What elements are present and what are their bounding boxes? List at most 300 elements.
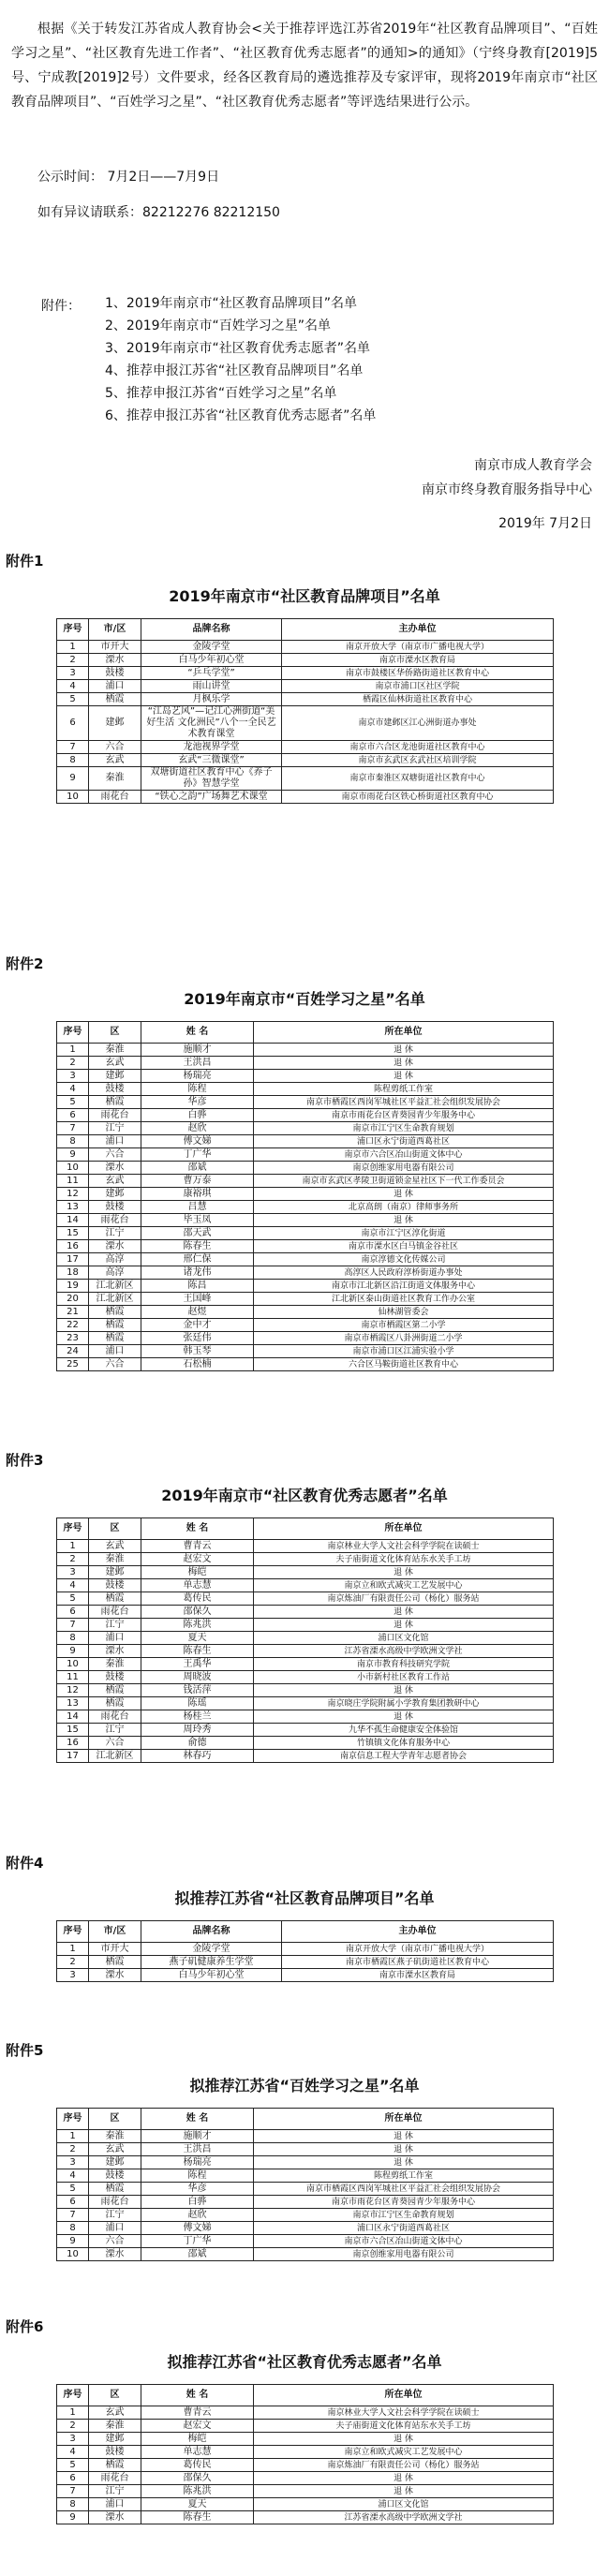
table-cell: 2 bbox=[57, 2420, 89, 2433]
table-cell: 施顺才 bbox=[141, 1044, 254, 1057]
table-cell: 南京市教育科技研究学院 bbox=[254, 1658, 554, 1671]
table-cell: 南京市江北新区沿江街道文体服务中心 bbox=[254, 1280, 554, 1293]
table-cell: 王禹华 bbox=[141, 1658, 254, 1671]
table-cell: 栖霞 bbox=[89, 1592, 141, 1606]
table-cell: 南京市溧水区教育局 bbox=[282, 1969, 554, 1982]
table-cell: 南京市六合区冶山街道文体中心 bbox=[254, 1148, 554, 1162]
section-label: 附件4 bbox=[6, 1855, 44, 1872]
table-cell: 浦口 bbox=[89, 1135, 141, 1148]
table-cell: 华彦 bbox=[141, 1096, 254, 1109]
table-cell: 8 bbox=[57, 2498, 89, 2511]
table-cell: 16 bbox=[57, 1737, 89, 1750]
attachment-item: 1、2019年南京市“社区教育品牌项目”名单 bbox=[105, 296, 358, 311]
table-cell: 玄武 bbox=[89, 2406, 141, 2420]
table-cell: 8 bbox=[57, 1135, 89, 1148]
table-cell: 南京炼油厂有限责任公司（杨化）服务站 bbox=[254, 2459, 554, 2472]
table-row bbox=[57, 2222, 554, 2235]
table-cell: 南京林业大学人文社会科学学院在读硕士 bbox=[254, 1540, 554, 1553]
column-header: 区 bbox=[89, 1518, 141, 1540]
table-cell: 19 bbox=[57, 1280, 89, 1293]
attachments-list bbox=[105, 292, 376, 427]
column-header: 姓 名 bbox=[141, 1022, 254, 1044]
table-header-row bbox=[57, 1921, 554, 1943]
table-cell: 退 休 bbox=[254, 2143, 554, 2156]
table-cell: 赵宏文 bbox=[141, 1553, 254, 1566]
section-title: 2019年南京市“社区教育品牌项目”名单 bbox=[169, 587, 440, 605]
column-header: 序号 bbox=[57, 2385, 89, 2406]
table-cell: 9 bbox=[57, 1645, 89, 1658]
table-row bbox=[57, 680, 554, 693]
table-row bbox=[57, 1606, 554, 1619]
section-table bbox=[56, 618, 554, 804]
table-cell: 玄武 bbox=[89, 2143, 141, 2156]
column-header: 序号 bbox=[57, 1518, 89, 1540]
table-cell: 高淳区人民政府淳桥街道办事处 bbox=[254, 1266, 554, 1280]
column-header: 区 bbox=[89, 2109, 141, 2130]
table-cell: 7 bbox=[57, 741, 89, 754]
table-row bbox=[57, 2169, 554, 2183]
table-cell: 邵保久 bbox=[141, 1606, 254, 1619]
table-cell: 南京市雨花台区青葵园青少年服务中心 bbox=[254, 2196, 554, 2209]
table-row bbox=[57, 1148, 554, 1162]
table-row bbox=[57, 1553, 554, 1566]
table-cell: 退 休 bbox=[254, 1214, 554, 1227]
table-cell: 金陵学堂 bbox=[141, 641, 282, 654]
table-cell: 南京信息工程大学青年志愿者协会 bbox=[254, 1750, 554, 1763]
table-row bbox=[57, 2433, 554, 2446]
table-cell: 退 休 bbox=[254, 1606, 554, 1619]
attachments-label: 附件： bbox=[41, 299, 81, 314]
table-row bbox=[57, 1724, 554, 1737]
table-cell: 石松楠 bbox=[141, 1358, 254, 1371]
table-cell: 南京立和欧式减灾工艺发展中心 bbox=[254, 1579, 554, 1592]
table-cell: 13 bbox=[57, 1697, 89, 1710]
table-cell: 单志慧 bbox=[141, 1579, 254, 1592]
section-label: 附件3 bbox=[6, 1452, 44, 1469]
table-cell: 11 bbox=[57, 1671, 89, 1684]
table-cell: 浦口 bbox=[89, 2222, 141, 2235]
table-cell: 浦口区文化馆 bbox=[254, 2498, 554, 2511]
attachment-item: 4、推荐申报江苏省“社区教育品牌项目”名单 bbox=[105, 363, 364, 378]
table-cell: 15 bbox=[57, 1724, 89, 1737]
table-cell: 南京市溧水区教育局 bbox=[282, 654, 554, 667]
table-cell: 秦淮 bbox=[89, 1044, 141, 1057]
table-row bbox=[57, 1135, 554, 1148]
table-cell: 3 bbox=[57, 1969, 89, 1982]
table-cell: 陈瑶 bbox=[141, 1697, 254, 1710]
section-table bbox=[56, 2384, 554, 2524]
table-row bbox=[57, 1057, 554, 1070]
table-cell: 退 休 bbox=[254, 2156, 554, 2169]
table-row bbox=[57, 706, 554, 741]
table-cell: 雨花台 bbox=[89, 1710, 141, 1724]
table-cell: 1 bbox=[57, 2130, 89, 2143]
table-cell: 5 bbox=[57, 1592, 89, 1606]
table-cell: 1 bbox=[57, 641, 89, 654]
column-header: 区 bbox=[89, 1022, 141, 1044]
table-cell: 溧水 bbox=[89, 654, 141, 667]
table-cell: 25 bbox=[57, 1358, 89, 1371]
table-cell: 南京市栖霞区西岗军城社区平益汇社会组织发展协会 bbox=[254, 2183, 554, 2196]
table-row bbox=[57, 2143, 554, 2156]
table-row bbox=[57, 1671, 554, 1684]
table-cell: 南京开放大学（南京市广播电视大学） bbox=[282, 641, 554, 654]
table-cell: 8 bbox=[57, 754, 89, 767]
table-cell: 7 bbox=[57, 1619, 89, 1632]
table-row bbox=[57, 1280, 554, 1293]
table-cell: 丁广华 bbox=[141, 1148, 254, 1162]
table-cell: 陈兆洪 bbox=[141, 2485, 254, 2498]
table-row bbox=[57, 1566, 554, 1579]
table-cell: 1 bbox=[57, 1044, 89, 1057]
table-cell: 施顺才 bbox=[141, 2130, 254, 2143]
table-cell: 退 休 bbox=[254, 1566, 554, 1579]
table-cell: 六合 bbox=[89, 741, 141, 754]
table-row bbox=[57, 2406, 554, 2420]
table-row bbox=[57, 2446, 554, 2459]
table-cell: 8 bbox=[57, 1632, 89, 1645]
table-cell: 雨花台 bbox=[89, 1109, 141, 1122]
table-row bbox=[57, 767, 554, 791]
table-cell: 雨山讲堂 bbox=[141, 680, 282, 693]
table-cell: 12 bbox=[57, 1188, 89, 1201]
table-cell: 1 bbox=[57, 1943, 89, 1956]
table-cell: 栖霞 bbox=[89, 1332, 141, 1345]
table-cell: “铁心之韵”广场舞艺术课堂 bbox=[141, 791, 282, 804]
table-cell: 11 bbox=[57, 1175, 89, 1188]
table-cell: 21 bbox=[57, 1306, 89, 1319]
table-cell: 10 bbox=[57, 1162, 89, 1175]
table-row bbox=[57, 1044, 554, 1057]
table-cell: 溧水 bbox=[89, 1645, 141, 1658]
table-cell: 陈春生 bbox=[141, 1240, 254, 1253]
table-cell: 3 bbox=[57, 667, 89, 680]
table-cell: 栖霞 bbox=[89, 1306, 141, 1319]
table-cell: 王国峰 bbox=[141, 1293, 254, 1306]
table-row bbox=[57, 2209, 554, 2222]
table-row bbox=[57, 1227, 554, 1240]
table-cell: 秦淮 bbox=[89, 2130, 141, 2143]
table-cell: 4 bbox=[57, 1083, 89, 1096]
table-cell: 退 休 bbox=[254, 1684, 554, 1697]
table-cell: 南京市栖霞区八卦洲街道二小学 bbox=[254, 1332, 554, 1345]
table-cell: 傅文娣 bbox=[141, 2222, 254, 2235]
table-cell: 退 休 bbox=[254, 2130, 554, 2143]
table-cell: 九华不孤生命健康安全体验馆 bbox=[254, 1724, 554, 1737]
table-cell: 杨瑞亮 bbox=[141, 2156, 254, 2169]
column-header: 品牌名称 bbox=[141, 619, 282, 641]
column-header: 市/区 bbox=[89, 619, 141, 641]
table-cell: 秦淮 bbox=[89, 2420, 141, 2433]
table-row bbox=[57, 1658, 554, 1671]
column-header: 所在单位 bbox=[254, 1518, 554, 1540]
table-cell: 六合 bbox=[89, 2235, 141, 2248]
table-cell: 南京市六合区龙池街道社区教育中心 bbox=[282, 741, 554, 754]
table-cell: 14 bbox=[57, 1710, 89, 1724]
table-cell: 邵斌 bbox=[141, 1162, 254, 1175]
table-cell: 22 bbox=[57, 1319, 89, 1332]
table-row bbox=[57, 1319, 554, 1332]
table-cell: 退 休 bbox=[254, 2472, 554, 2485]
table-cell: 栖霞 bbox=[89, 2459, 141, 2472]
table-cell: 浦口区永宁街道西葛社区 bbox=[254, 2222, 554, 2235]
table-row bbox=[57, 2183, 554, 2196]
table-row bbox=[57, 1162, 554, 1175]
table-cell: 陈程 bbox=[141, 1083, 254, 1096]
table-cell: 邢仁保 bbox=[141, 1253, 254, 1266]
table-row bbox=[57, 2485, 554, 2498]
table-cell: 12 bbox=[57, 1684, 89, 1697]
table-header-row bbox=[57, 2385, 554, 2406]
table-cell: 曹青云 bbox=[141, 1540, 254, 1553]
table-cell: 江宁 bbox=[89, 1619, 141, 1632]
table-cell: 3 bbox=[57, 1070, 89, 1083]
table-cell: 北京高朗（南京）律师事务所 bbox=[254, 1201, 554, 1214]
table-row bbox=[57, 1188, 554, 1201]
table-row bbox=[57, 1943, 554, 1956]
table-cell: 6 bbox=[57, 706, 89, 741]
table-row bbox=[57, 1632, 554, 1645]
table-cell: 溧水 bbox=[89, 2248, 141, 2261]
table-row bbox=[57, 1122, 554, 1135]
table-cell: 5 bbox=[57, 693, 89, 706]
table-cell: 傅文娣 bbox=[141, 1135, 254, 1148]
table-cell: 南京市溧水区白马镇金谷社区 bbox=[254, 1240, 554, 1253]
table-row bbox=[57, 1540, 554, 1553]
table-cell: 白马少年初心堂 bbox=[141, 1969, 282, 1982]
table-cell: 南京市浦口区社区学院 bbox=[282, 680, 554, 693]
table-cell: 栖霞 bbox=[89, 1319, 141, 1332]
table-row bbox=[57, 2156, 554, 2169]
table-row bbox=[57, 1109, 554, 1122]
column-header: 姓 名 bbox=[141, 2109, 254, 2130]
attachment-item: 2、2019年南京市“百姓学习之星”名单 bbox=[105, 318, 332, 333]
table-cell: 高淳 bbox=[89, 1266, 141, 1280]
table-cell: 南京市栖霞区燕子矶街道社区教育中心 bbox=[282, 1956, 554, 1969]
table-cell: 退 休 bbox=[254, 2485, 554, 2498]
table-cell: 3 bbox=[57, 2156, 89, 2169]
table-cell: 1 bbox=[57, 2406, 89, 2420]
table-cell: 邵保久 bbox=[141, 2472, 254, 2485]
table-cell: 葛传民 bbox=[141, 2459, 254, 2472]
table-cell: 建邺 bbox=[89, 706, 141, 741]
table-cell: 建邺 bbox=[89, 1188, 141, 1201]
table-cell: 赵煜 bbox=[141, 1306, 254, 1319]
table-cell: 南京市雨花台区铁心桥街道社区教育中心 bbox=[282, 791, 554, 804]
table-row bbox=[57, 1684, 554, 1697]
table-cell: 7 bbox=[57, 2485, 89, 2498]
table-cell: 6 bbox=[57, 1606, 89, 1619]
table-cell: 秦淮 bbox=[89, 1658, 141, 1671]
table-cell: 4 bbox=[57, 680, 89, 693]
table-cell: 陈兆洪 bbox=[141, 1619, 254, 1632]
table-cell: 5 bbox=[57, 1096, 89, 1109]
table-cell: 鼓楼 bbox=[89, 2169, 141, 2183]
table-row bbox=[57, 754, 554, 767]
table-cell: 燕子矶健康养生学堂 bbox=[141, 1956, 282, 1969]
table-cell: 高淳 bbox=[89, 1253, 141, 1266]
table-cell: 双塘街道社区教育中心《养子孙》智慧学堂 bbox=[141, 767, 282, 791]
table-cell: 浦口 bbox=[89, 1345, 141, 1358]
table-cell: 退 休 bbox=[254, 1188, 554, 1201]
table-cell: 市开大 bbox=[89, 1943, 141, 1956]
table-cell: 江宁 bbox=[89, 1724, 141, 1737]
column-header: 姓 名 bbox=[141, 2385, 254, 2406]
table-cell: 退 休 bbox=[254, 1057, 554, 1070]
table-row bbox=[57, 2459, 554, 2472]
section-table bbox=[56, 2108, 554, 2261]
table-cell: 鼓楼 bbox=[89, 1671, 141, 1684]
table-cell: 诸龙伟 bbox=[141, 1266, 254, 1280]
table-cell: 9 bbox=[57, 2235, 89, 2248]
table-cell: 周玲秀 bbox=[141, 1724, 254, 1737]
table-cell: 丁广华 bbox=[141, 2235, 254, 2248]
table-cell: 雨花台 bbox=[89, 2472, 141, 2485]
table-cell: 退 休 bbox=[254, 2433, 554, 2446]
table-cell: 17 bbox=[57, 1253, 89, 1266]
table-cell: 建邺 bbox=[89, 1566, 141, 1579]
table-cell: 邵天武 bbox=[141, 1227, 254, 1240]
table-row bbox=[57, 1306, 554, 1319]
table-cell: 梅皑 bbox=[141, 1566, 254, 1579]
table-row bbox=[57, 1969, 554, 1982]
table-cell: 金陵学堂 bbox=[141, 1943, 282, 1956]
table-cell: 10 bbox=[57, 791, 89, 804]
table-cell: 吕慧 bbox=[141, 1201, 254, 1214]
table-row bbox=[57, 2130, 554, 2143]
table-cell: 16 bbox=[57, 1240, 89, 1253]
table-cell: 9 bbox=[57, 767, 89, 791]
table-row bbox=[57, 1083, 554, 1096]
table-cell: 溧水 bbox=[89, 1162, 141, 1175]
table-cell: 江苏省溧水高级中学欧洲文学社 bbox=[254, 1645, 554, 1658]
table-cell: 江宁 bbox=[89, 1122, 141, 1135]
table-cell: 玄武 bbox=[89, 1057, 141, 1070]
table-cell: 建邺 bbox=[89, 2156, 141, 2169]
table-cell: 月枫乐学 bbox=[141, 693, 282, 706]
table-cell: 陈春生 bbox=[141, 2511, 254, 2524]
table-cell: 俞德 bbox=[141, 1737, 254, 1750]
column-header: 所在单位 bbox=[254, 1022, 554, 1044]
table-row bbox=[57, 2472, 554, 2485]
column-header: 品牌名称 bbox=[141, 1921, 282, 1943]
column-header: 所在单位 bbox=[254, 2109, 554, 2130]
table-cell: 建邺 bbox=[89, 1070, 141, 1083]
table-header-row bbox=[57, 1518, 554, 1540]
table-row bbox=[57, 2235, 554, 2248]
table-cell: 龙池视界学堂 bbox=[141, 741, 282, 754]
table-cell: 秦淮 bbox=[89, 1553, 141, 1566]
table-cell: 南京淳德文化传媒公司 bbox=[254, 1253, 554, 1266]
table-row bbox=[57, 2420, 554, 2433]
table-cell: 栖霞 bbox=[89, 1697, 141, 1710]
table-cell: 14 bbox=[57, 1214, 89, 1227]
table-row bbox=[57, 667, 554, 680]
table-cell: 张廷伟 bbox=[141, 1332, 254, 1345]
table-cell: 8 bbox=[57, 2222, 89, 2235]
table-cell: 竹镇镇文化体育服务中心 bbox=[254, 1737, 554, 1750]
table-cell: 3 bbox=[57, 2433, 89, 2446]
table-cell: 鼓楼 bbox=[89, 1201, 141, 1214]
table-cell: 2 bbox=[57, 654, 89, 667]
table-cell: 白骅 bbox=[141, 1109, 254, 1122]
table-cell: 退 休 bbox=[254, 1710, 554, 1724]
section-label: 附件5 bbox=[6, 2042, 44, 2059]
table-cell: 陈程 bbox=[141, 2169, 254, 2183]
table-cell: 9 bbox=[57, 2511, 89, 2524]
signature-org-2: 南京市终身教育服务指导中心 bbox=[422, 482, 592, 497]
table-cell: 20 bbox=[57, 1293, 89, 1306]
table-row bbox=[57, 1293, 554, 1306]
table-cell: 陈程剪纸工作室 bbox=[254, 1083, 554, 1096]
section-title: 2019年南京市“社区教育优秀志愿者”名单 bbox=[161, 1487, 448, 1504]
table-row bbox=[57, 1345, 554, 1358]
table-cell: 雨花台 bbox=[89, 1606, 141, 1619]
table-row bbox=[57, 1645, 554, 1658]
table-cell: 周晓波 bbox=[141, 1671, 254, 1684]
attachment-item: 6、推荐申报江苏省“社区教育优秀志愿者”名单 bbox=[105, 408, 377, 423]
table-cell: 江北新区泰山街道社区教育工作办公室 bbox=[254, 1293, 554, 1306]
table-cell: 鼓楼 bbox=[89, 667, 141, 680]
table-cell: 南京市雨花台区青葵园青少年服务中心 bbox=[254, 1109, 554, 1122]
table-cell: 夫子庙街道文化体育站东水关手工坊 bbox=[254, 1553, 554, 1566]
table-cell: 林春巧 bbox=[141, 1750, 254, 1763]
table-cell: 华彦 bbox=[141, 2183, 254, 2196]
table-cell: 南京炼油厂有限责任公司（杨化）服务站 bbox=[254, 1592, 554, 1606]
table-row bbox=[57, 654, 554, 667]
table-cell: 2 bbox=[57, 1553, 89, 1566]
table-cell: 王洪昌 bbox=[141, 1057, 254, 1070]
table-cell: 葛传民 bbox=[141, 1592, 254, 1606]
section-label: 附件2 bbox=[6, 955, 44, 972]
table-cell: 江宁 bbox=[89, 2209, 141, 2222]
table-cell: 南京市玄武区孝陵卫街道锁金星社区下一代工作委员会 bbox=[254, 1175, 554, 1188]
table-cell: 2 bbox=[57, 1057, 89, 1070]
table-cell: 南京市六合区冶山街道文体中心 bbox=[254, 2235, 554, 2248]
table-cell: 4 bbox=[57, 2446, 89, 2459]
public-time: 公示时间： 7月2日——7月9日 bbox=[37, 170, 220, 185]
table-cell: 栖霞区仙林街道社区教育中心 bbox=[282, 693, 554, 706]
table-cell: 赵欣 bbox=[141, 1122, 254, 1135]
table-cell: 南京开放大学（南京市广播电视大学） bbox=[282, 1943, 554, 1956]
table-cell: 六合区马鞍街道社区教育中心 bbox=[254, 1358, 554, 1371]
table-cell: “江岛艺风”—记江心洲街道“美好生活 文化洲民”八个一全民艺术教育课堂 bbox=[141, 706, 282, 741]
table-cell: 退 休 bbox=[254, 1070, 554, 1083]
table-cell: 江北新区 bbox=[89, 1750, 141, 1763]
section-table bbox=[56, 1517, 554, 1763]
table-cell: 梅皑 bbox=[141, 2433, 254, 2446]
table-cell: 小市新村社区教育工作站 bbox=[254, 1671, 554, 1684]
table-row bbox=[57, 1358, 554, 1371]
section-title: 2019年南京市“百姓学习之星”名单 bbox=[184, 990, 425, 1008]
table-cell: 南京市江宁区淳化街道 bbox=[254, 1227, 554, 1240]
table-row bbox=[57, 1956, 554, 1969]
table-cell: 4 bbox=[57, 1579, 89, 1592]
table-row bbox=[57, 2511, 554, 2524]
section-title: 拟推荐江苏省“百姓学习之星”名单 bbox=[189, 2077, 420, 2095]
table-cell: 溧水 bbox=[89, 2511, 141, 2524]
table-cell: 栖霞 bbox=[89, 1684, 141, 1697]
table-row bbox=[57, 1175, 554, 1188]
table-cell: 鼓楼 bbox=[89, 2446, 141, 2459]
table-cell: 六合 bbox=[89, 1737, 141, 1750]
table-cell: 5 bbox=[57, 2459, 89, 2472]
table-cell: 白马少年初心堂 bbox=[141, 654, 282, 667]
table-row bbox=[57, 1592, 554, 1606]
contact-line: 如有异议请联系：82212276 82212150 bbox=[37, 205, 280, 220]
table-cell: 南京市建邺区江心洲街道办事处 bbox=[282, 706, 554, 741]
table-row bbox=[57, 1253, 554, 1266]
